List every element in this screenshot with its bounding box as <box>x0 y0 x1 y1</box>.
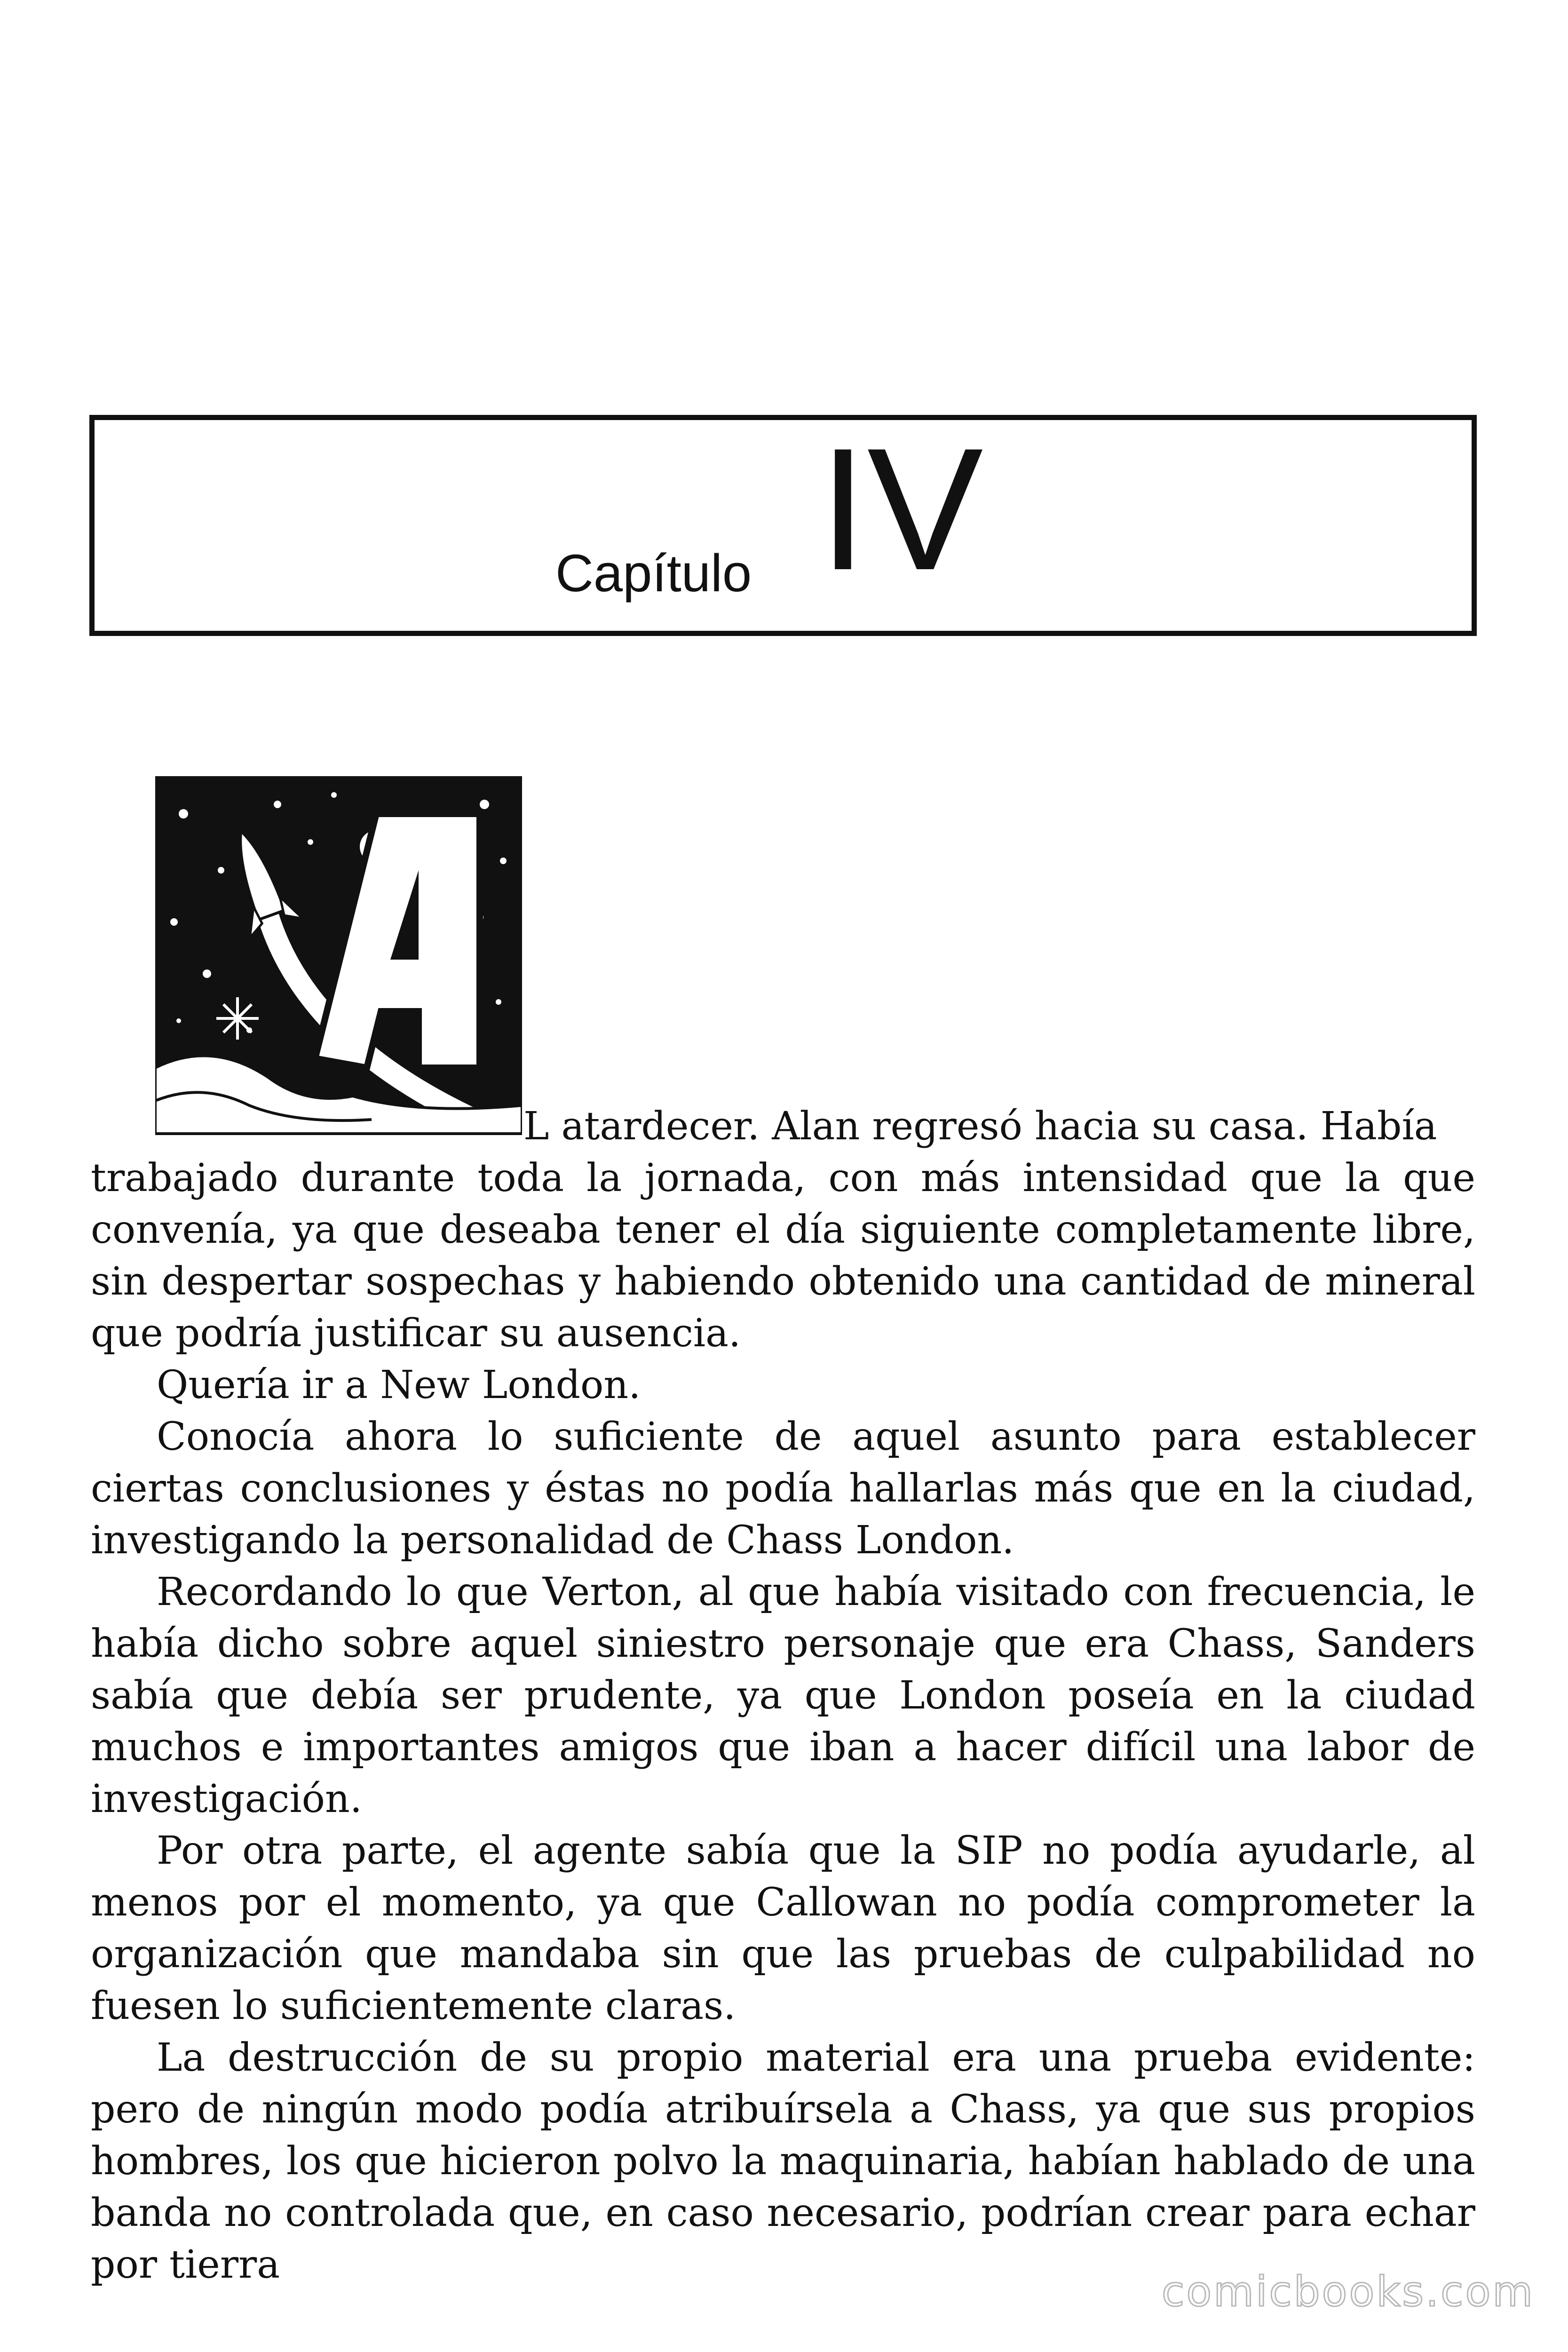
dropcap-illustration <box>155 776 522 1143</box>
rocket-dropcap-icon <box>155 776 522 1143</box>
paragraph-4: Recordando lo que Verton, al que había visitado con frecuencia, le había dicho sobre aquel siniestro personaje que era Chass, Sanders sabía que debía ser prudente, ya que London poseía en la ciudad muchos e importantes amigos que iban a hacer difícil una labor de investigación. <box>91 1570 1475 1821</box>
paragraph-2: Quería ir a New London. <box>157 1363 641 1407</box>
paragraph-1: trabajado durante toda la jornada, con más intensidad que la que convenía, ya que deseaba tener el día siguiente completamente libre, sin despertar sospechas y habiendo obtenido una cantidad de mineral que podría justificar su ausencia. <box>91 1156 1475 1356</box>
chapter-label: Capítulo <box>555 544 752 603</box>
paragraph-6: La destrucción de su propio material era una prueba evidente: pero de ningún modo podía atribuírsela a Chass, ya que sus propios hombres, los que hicieron polvo la maquinaria, habían hablado de una banda no controlada que, en caso necesario, podrían crear para echar por tierra <box>91 2035 1475 2287</box>
paragraph-5: Por otra parte, el agente sabía que la SIP no podía ayudarle, al menos por el momento, ya que Callowan no podía comprometer la organización que mandaba sin que las pruebas de culpabilidad no fuesen lo suficientemente claras. <box>91 1828 1475 2028</box>
watermark: comicbooks.com <box>1162 2267 1535 2316</box>
chapter-heading-box <box>89 412 1477 636</box>
body-text <box>91 1101 1475 2291</box>
paragraph-3: Conocía ahora lo suficiente de aquel asunto para establecer ciertas conclusiones y éstas no podía hallarlas más que en la ciudad, investigando la personalidad de Chass London. <box>91 1414 1475 1563</box>
chapter-number: IV <box>819 412 983 606</box>
first-line: L atardecer. Alan regresó hacia su casa. Había <box>523 1104 1437 1149</box>
